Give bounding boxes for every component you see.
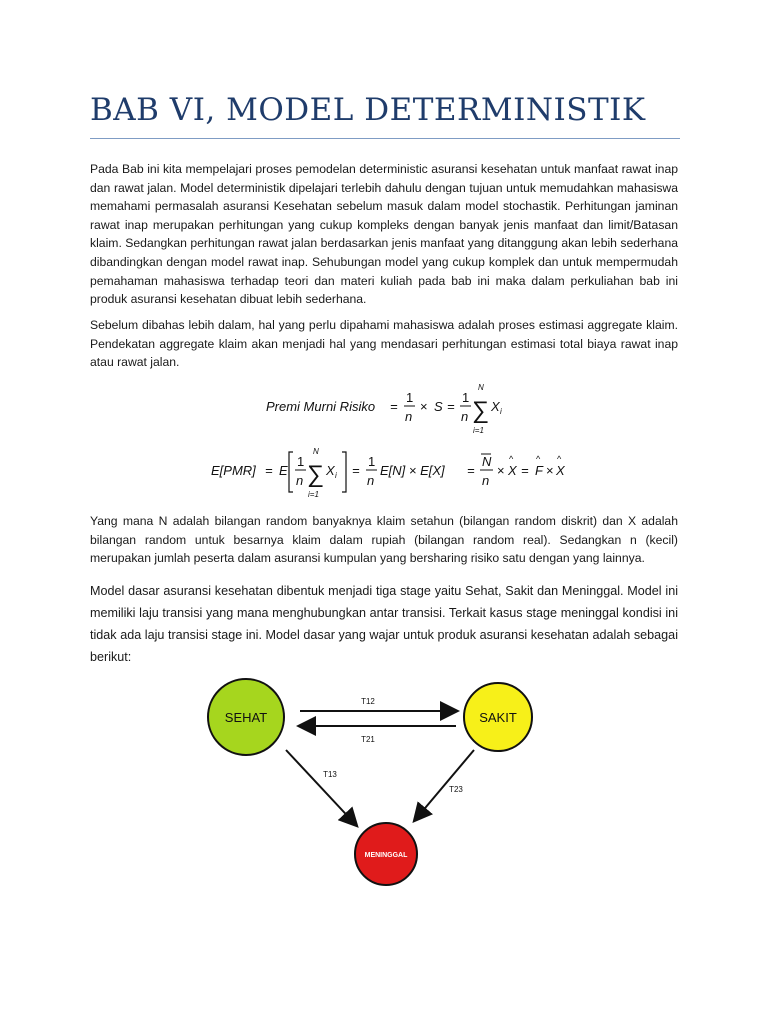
- svg-text:^: ^: [509, 454, 514, 464]
- transition-label-t13: T13: [323, 770, 337, 779]
- svg-text:1: 1: [297, 454, 305, 469]
- paragraph-intro: Pada Bab ini kita mempelajari proses pemodelan deterministic asuransi kesehatan untuk manfaat rawat inap dan rawat jalan. Model deterministik dipelajari terlebih dahulu dengan tujuan untuk memudahkan mahasiswa memahami permasalah asuransi Kesehatan sebelum masuk dalam model stochastik. Perhitungan jaminan rawat inap merupakan perhitungan yang cukup kompleks dengan banyak jenis manfaat dan limit/Batasan klaim. Sedangkan perhitungan rawat jalan berdasarkan jenis manfaat yang ditanggung akan lebih sederhana dibandingkan dengan model rawat inap. Sehubungan model yang cukup komplek dan untuk mempermudah pemahaman mahasiswa terhadap teori dan materi kuliah pada bab ini maka dalam perkuliahan bab ini produk asuransi kesehatan dibuat lebih sederhana.: [90, 162, 678, 307]
- svg-text:X: X: [508, 463, 517, 478]
- svg-text:i: i: [335, 471, 337, 480]
- svg-text:i=1: i=1: [308, 490, 319, 499]
- svg-text:X: X: [556, 463, 565, 478]
- paragraph-model: Model dasar asuransi kesehatan dibentuk menjadi tiga stage yaitu Sehat, Sakit dan Meninggal. Model ini memiliki laju transisi yang mana menghubungkan antar transisi. Terkait kasus stage meninggal kondisi ini tidak ada laju transisi stage ini. Model dasar yang wajar untuk produk asuransi kesehatan adalah sebagai berikut:: [90, 584, 678, 664]
- svg-text:=: =: [467, 463, 475, 478]
- svg-text:SAKIT: SAKIT: [479, 710, 517, 725]
- svg-text:×: ×: [420, 399, 428, 414]
- svg-text:n: n: [461, 409, 469, 424]
- eq2-lhs: E[PMR]: [211, 463, 256, 478]
- svg-text:=: =: [390, 399, 398, 414]
- svg-text:∑: ∑: [307, 461, 325, 488]
- state-transition-diagram: [200, 670, 560, 900]
- equation-premi-murni: [240, 383, 540, 439]
- transition-label-t21: T21: [361, 735, 375, 744]
- svg-text:N: N: [482, 454, 492, 469]
- svg-text:n: n: [296, 473, 304, 488]
- svg-text:∑: ∑: [472, 397, 490, 424]
- svg-text:=: =: [521, 463, 529, 478]
- svg-text:n: n: [405, 409, 413, 424]
- svg-text:X: X: [491, 399, 500, 414]
- svg-text:E[N] × E[X]: E[N] × E[X]: [380, 463, 445, 478]
- svg-text:=: =: [265, 463, 273, 478]
- page-title: BAB VI, MODEL DETERMINISTIK: [90, 92, 646, 128]
- svg-text:^: ^: [536, 454, 541, 464]
- title-divider: [90, 138, 680, 139]
- transition-arrow-t23: [415, 750, 474, 820]
- svg-text:MENINGGAL: MENINGGAL: [364, 852, 408, 859]
- svg-text:n: n: [482, 473, 490, 488]
- svg-text:×: ×: [497, 463, 505, 478]
- state-meninggal: [355, 823, 417, 885]
- eq1-lhs: Premi Murni Risiko: [266, 399, 376, 414]
- svg-text:n: n: [367, 473, 375, 488]
- paragraph-definitions: Yang mana N adalah bilangan random banyaknya klaim setahun (bilangan random diskrit) dan X adalah bilangan random untuk besarnya klaim dalam rupiah (bilangan random real). Sedangkan n (kecil) merupakan jumlah peserta dalam asuransi kumpulan yang bersharing risiko satu dengan yang lainnya.: [90, 514, 678, 566]
- equation-expected-pmr: [205, 446, 565, 502]
- svg-text:E: E: [279, 463, 288, 478]
- paragraph-aggregate: Sebelum dibahas lebih dalam, hal yang perlu dipahami mahasiswa adalah proses estimasi aggregate klaim. Pendekatan aggregate klaim akan menjadi hal yang mendasari perhitungan estimasi total biaya rawat inap atau rawat jalan.: [90, 318, 678, 370]
- transition-label-t12: T12: [361, 697, 375, 706]
- state-sakit: [464, 683, 532, 751]
- transition-label-t23: T23: [449, 785, 463, 794]
- svg-text:1: 1: [462, 390, 470, 405]
- svg-text:F: F: [535, 463, 543, 478]
- svg-text:=: =: [447, 399, 455, 414]
- svg-text:=: =: [352, 463, 360, 478]
- svg-text:×: ×: [546, 463, 554, 478]
- svg-text:X: X: [326, 463, 335, 478]
- svg-text:i: i: [500, 407, 502, 416]
- transition-arrow-t13: [286, 750, 356, 825]
- svg-text:S: S: [434, 399, 443, 414]
- svg-text:^: ^: [557, 454, 562, 464]
- state-sehat: [208, 679, 284, 755]
- svg-text:SEHAT: SEHAT: [224, 710, 268, 725]
- svg-text:1: 1: [406, 390, 414, 405]
- svg-text:N: N: [313, 447, 319, 456]
- svg-text:N: N: [478, 383, 484, 392]
- svg-text:1: 1: [368, 454, 376, 469]
- svg-text:i=1: i=1: [473, 426, 484, 435]
